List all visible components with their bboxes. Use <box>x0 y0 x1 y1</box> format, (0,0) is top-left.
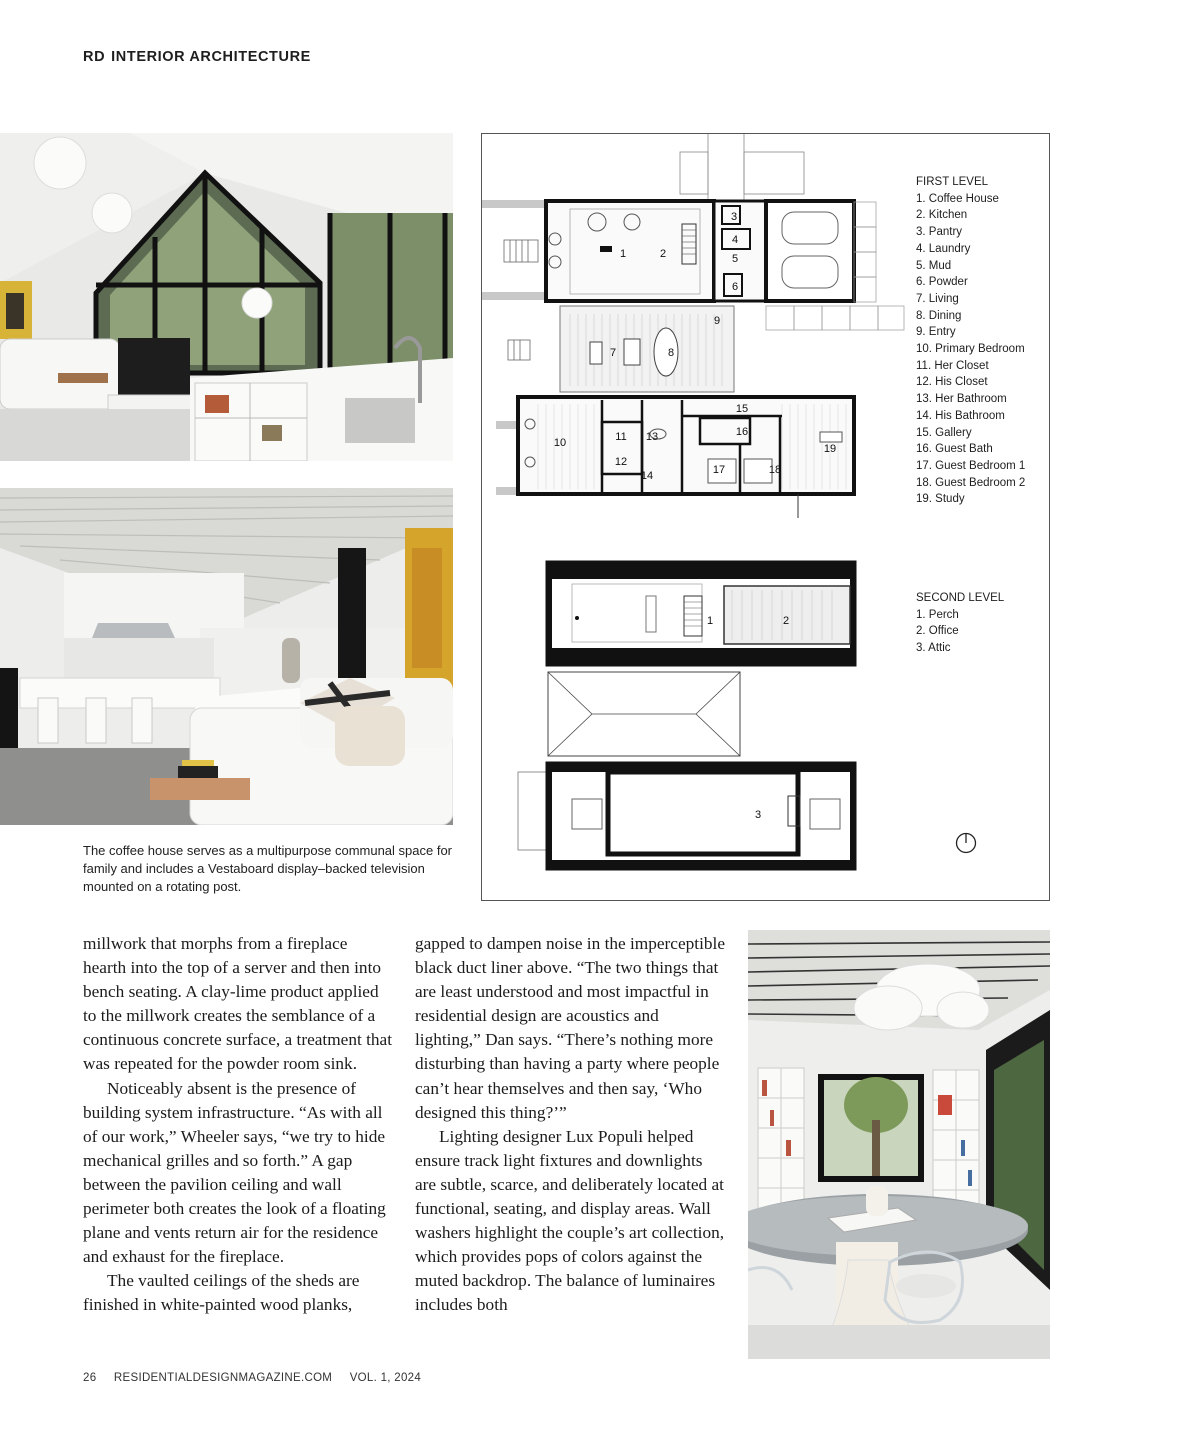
floor-plan-panel <box>481 133 1050 901</box>
first-level-legend <box>916 174 1025 508</box>
plan-number: 18 <box>768 464 782 476</box>
body-column-2 <box>415 932 725 1318</box>
legend-item: 4. Laundry <box>916 242 971 255</box>
magazine-site: RESIDENTIALDESIGNMAGAZINE.COM <box>113 1372 333 1384</box>
plan-number: 15 <box>735 403 749 415</box>
plan-number: 11 <box>615 431 627 443</box>
legend-heading: FIRST LEVEL <box>916 176 989 188</box>
section-title: INTERIOR ARCHITECTURE <box>111 49 311 65</box>
plan-number: 1 <box>619 248 627 260</box>
plan-number: 16 <box>735 426 749 438</box>
living-room-photo <box>0 488 453 825</box>
legend-item: 13. Her Bathroom <box>916 393 1007 406</box>
coffee-house-photo <box>0 133 453 461</box>
legend-item: 18. Guest Bedroom 2 <box>916 476 1026 489</box>
section-header <box>83 49 311 65</box>
second-level-legend <box>916 590 1004 657</box>
legend-item: 1. Perch <box>916 608 959 621</box>
legend-item: 14. His Bathroom <box>916 409 1005 422</box>
body-paragraph: The vaulted ceilings of the sheds are finished in white-painted wood planks, <box>83 1271 360 1315</box>
body-paragraph: Noticeably absent is the presence of building system infrastructure. “As with all of our work,” Wheeler says, “we try to hide mechanical grilles and so forth.” A gap between the pavilion ceiling and wall perimeter both creates the look of a floating plane and vents return air for the residence and exhaust for the fireplace. <box>83 1078 386 1267</box>
plan-number: 9 <box>713 315 721 327</box>
legend-item: 9. Entry <box>916 326 956 339</box>
plan-number: 12 <box>614 456 628 468</box>
plan-number: 4 <box>731 234 739 246</box>
legend-item: 12. His Closet <box>916 376 988 389</box>
plan-number: 8 <box>667 347 675 359</box>
legend-item: 1. Coffee House <box>916 192 999 205</box>
page-number: 26 <box>83 1372 97 1384</box>
plan-number: 5 <box>731 253 739 265</box>
legend-item: 7. Living <box>916 292 959 305</box>
plan-number: 13 <box>645 431 659 443</box>
legend-item: 16. Guest Bath <box>916 443 993 456</box>
photo-caption: The coffee house serves as a multipurpose communal space for family and includes a Vestaboard display–backed television mounted on a rotating post. <box>83 843 453 894</box>
issue-label: VOL. 1, 2024 <box>349 1372 422 1384</box>
plan-number: 1 <box>706 615 714 627</box>
plan-number: 17 <box>712 464 726 476</box>
legend-item: 11. Her Closet <box>916 359 989 372</box>
body-paragraph: gapped to dampen noise in the imperceptible black duct liner above. “The two things that are least understood and most impactful in residential design are acoustics and lighting,” Dan says. “There’s nothing more disturbing than having a party where people can’t hear themselves and then say, ‘Who designed this thing?’” <box>415 934 726 1122</box>
plan-number: 10 <box>553 437 567 449</box>
plan-number: 14 <box>640 470 654 482</box>
page-footer <box>83 1372 435 1384</box>
section-code: RD <box>83 49 106 65</box>
plan-number: 2 <box>659 248 667 260</box>
legend-item: 2. Office <box>916 625 959 638</box>
legend-item: 2. Kitchen <box>916 209 968 222</box>
body-column-1 <box>83 932 393 1318</box>
legend-item: 6. Powder <box>916 276 968 289</box>
plan-number: 2 <box>782 615 790 627</box>
legend-item: 8. Dining <box>916 309 962 322</box>
study-photo <box>748 930 1050 1359</box>
plan-number: 3 <box>730 211 738 223</box>
legend-item: 10. Primary Bedroom <box>916 343 1025 356</box>
legend-item: 17. Guest Bedroom 1 <box>916 459 1026 472</box>
legend-item: 15. Gallery <box>916 426 972 439</box>
plan-number: 6 <box>731 281 739 293</box>
body-paragraph: millwork that morphs from a fireplace hearth into the top of a server and then into bench seating. A clay-lime product applied to the millwork creates the semblance of a continuous concrete surface, a treatment that was repeated for the powder room sink. <box>83 934 393 1074</box>
legend-item: 3. Pantry <box>916 226 963 239</box>
legend-item: 19. Study <box>916 493 965 506</box>
plan-number: 7 <box>609 347 617 359</box>
body-paragraph: Lighting designer Lux Populi helped ensure track light fixtures and downlights are subtle, scarce, and deliberately located at functional, seating, and display areas. Wall washers highlight the couple’s art collection, which provides pops of colors against the muted backdrop. The balance of luminaires includes both <box>415 1126 725 1315</box>
legend-item: 3. Attic <box>916 642 951 655</box>
plan-number: 19 <box>823 443 837 455</box>
plan-number: 3 <box>754 809 762 821</box>
legend-heading: SECOND LEVEL <box>916 592 1005 604</box>
legend-item: 5. Mud <box>916 259 952 272</box>
